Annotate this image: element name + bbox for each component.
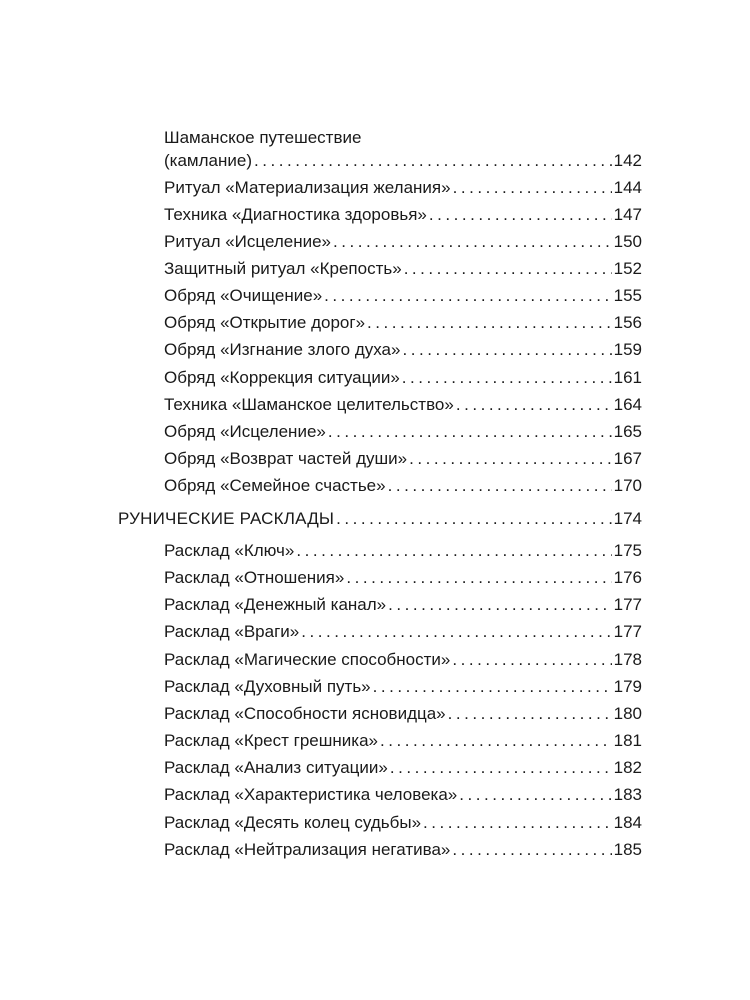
toc-entry-title: Расклад «Отношения» <box>164 568 345 587</box>
dot-leader <box>456 395 612 415</box>
toc-entry-title: Обряд «Изгнание злого духа» <box>164 340 401 359</box>
toc-entry-title: Расклад «Ключ» <box>164 541 295 560</box>
toc-entry <box>164 232 642 252</box>
toc-page-number: 165 <box>613 422 642 441</box>
dot-leader <box>459 785 611 805</box>
toc-page-number: 177 <box>613 595 642 614</box>
toc-entry-title: Расклад «Способности ясновидца» <box>164 704 446 723</box>
toc-entry-title: Обряд «Семейное счастье» <box>164 476 386 495</box>
toc-entry <box>164 568 642 588</box>
toc-page-number: 161 <box>613 368 642 387</box>
dot-leader <box>390 758 612 778</box>
toc-entry-title: Обряд «Очищение» <box>164 286 323 305</box>
toc-entry <box>164 785 642 805</box>
toc-entry <box>164 368 642 388</box>
toc-page-number: 142 <box>613 151 642 170</box>
toc-page-number: 178 <box>613 650 642 669</box>
dot-leader <box>373 677 612 697</box>
toc-entry-title: Обряд «Коррекция ситуации» <box>164 368 400 387</box>
dot-leader <box>448 704 612 724</box>
toc-page-number: 176 <box>613 568 642 587</box>
toc-entry-title: Ритуал «Исцеление» <box>164 232 331 251</box>
toc-page-number: 180 <box>613 704 642 723</box>
toc-page-number: 170 <box>613 476 642 495</box>
toc-entry-line <box>164 128 361 148</box>
toc-entry <box>164 259 642 279</box>
toc-entry-title: Расклад «Анализ ситуации» <box>164 758 388 777</box>
toc-page-number: 177 <box>613 622 642 641</box>
toc-entry <box>164 476 642 496</box>
toc-page-number: 185 <box>613 840 642 859</box>
toc-section-heading <box>118 509 642 529</box>
toc-entry <box>164 731 642 751</box>
dot-leader <box>423 813 612 833</box>
dot-leader <box>388 476 612 496</box>
toc-entry <box>164 650 642 670</box>
toc-entry-title: Расклад «Враги» <box>164 622 300 641</box>
toc-entry <box>164 422 642 442</box>
toc-page-number: 174 <box>613 509 642 528</box>
toc-page-number: 182 <box>613 758 642 777</box>
toc-entry <box>164 541 642 561</box>
toc-entry-title: Расклад «Десять колец судьбы» <box>164 813 422 832</box>
dot-leader <box>452 650 611 670</box>
toc-page-number: 183 <box>613 785 642 804</box>
dot-leader <box>254 151 612 171</box>
toc-page-number: 184 <box>613 813 642 832</box>
toc-page-number: 159 <box>613 340 642 359</box>
dot-leader <box>452 840 611 860</box>
dot-leader <box>346 568 611 588</box>
dot-leader <box>402 340 611 360</box>
toc-page-number: 156 <box>613 313 642 332</box>
dot-leader <box>336 509 611 529</box>
toc-page-number: 164 <box>613 395 642 414</box>
toc-entry <box>164 622 642 642</box>
toc-entry-title: Расклад «Магические способности» <box>164 650 451 669</box>
toc-page-number: 147 <box>613 205 642 224</box>
dot-leader <box>301 622 611 642</box>
toc-entry <box>164 205 642 225</box>
toc-entry-title: Расклад «Характеристика человека» <box>164 785 458 804</box>
toc-entry <box>164 340 642 360</box>
dot-leader <box>429 205 612 225</box>
toc-entry <box>164 395 642 415</box>
toc-entry-title: Ритуал «Материализация желания» <box>164 178 451 197</box>
toc-page-number: 175 <box>613 541 642 560</box>
toc-entry-title: Обряд «Исцеление» <box>164 422 326 441</box>
dot-leader <box>453 178 612 198</box>
toc-page-number: 167 <box>613 449 642 468</box>
toc-entry <box>164 758 642 778</box>
toc-entry <box>164 677 642 697</box>
dot-leader <box>324 286 611 306</box>
toc-entry <box>164 595 642 615</box>
toc-entry <box>164 840 642 860</box>
dot-leader <box>296 541 611 561</box>
dot-leader <box>367 313 612 333</box>
toc-entry-title: Шаманское путешествие <box>164 128 362 147</box>
toc-page-number: 144 <box>613 178 642 197</box>
toc-entry <box>164 178 642 198</box>
toc-page-number: 181 <box>613 731 642 750</box>
toc-entry-title: Техника «Шаманское целительство» <box>164 395 454 414</box>
dot-leader <box>402 368 612 388</box>
dot-leader <box>333 232 612 252</box>
toc-entry-title: Обряд «Открытие дорог» <box>164 313 366 332</box>
toc-entry-title: Обряд «Возврат частей души» <box>164 449 408 468</box>
toc-entry-title: Расклад «Нейтрализация негатива» <box>164 840 451 859</box>
toc-entry <box>164 704 642 724</box>
toc-entry <box>164 313 642 333</box>
toc-entry-title: Расклад «Духовный путь» <box>164 677 371 696</box>
toc-entry <box>164 449 642 469</box>
toc-section-title: РУНИЧЕСКИЕ РАСКЛАДЫ <box>118 509 335 528</box>
toc-entry <box>164 286 642 306</box>
toc-page-number: 152 <box>613 259 642 278</box>
toc-page-number: 179 <box>613 677 642 696</box>
dot-leader <box>409 449 612 469</box>
toc-page-number: 150 <box>613 232 642 251</box>
toc-entry-title: Защитный ритуал «Крепость» <box>164 259 402 278</box>
toc-entry <box>164 151 642 171</box>
toc-page-number: 155 <box>613 286 642 305</box>
toc-entry-title: Техника «Диагностика здоровья» <box>164 205 427 224</box>
toc-entry <box>164 813 642 833</box>
dot-leader <box>328 422 612 442</box>
dot-leader <box>380 731 612 751</box>
toc-entry-title: Расклад «Крест грешника» <box>164 731 379 750</box>
dot-leader <box>404 259 612 279</box>
toc-entry-title: (камлание) <box>164 151 252 170</box>
dot-leader <box>388 595 611 615</box>
toc-entry-title: Расклад «Денежный канал» <box>164 595 387 614</box>
